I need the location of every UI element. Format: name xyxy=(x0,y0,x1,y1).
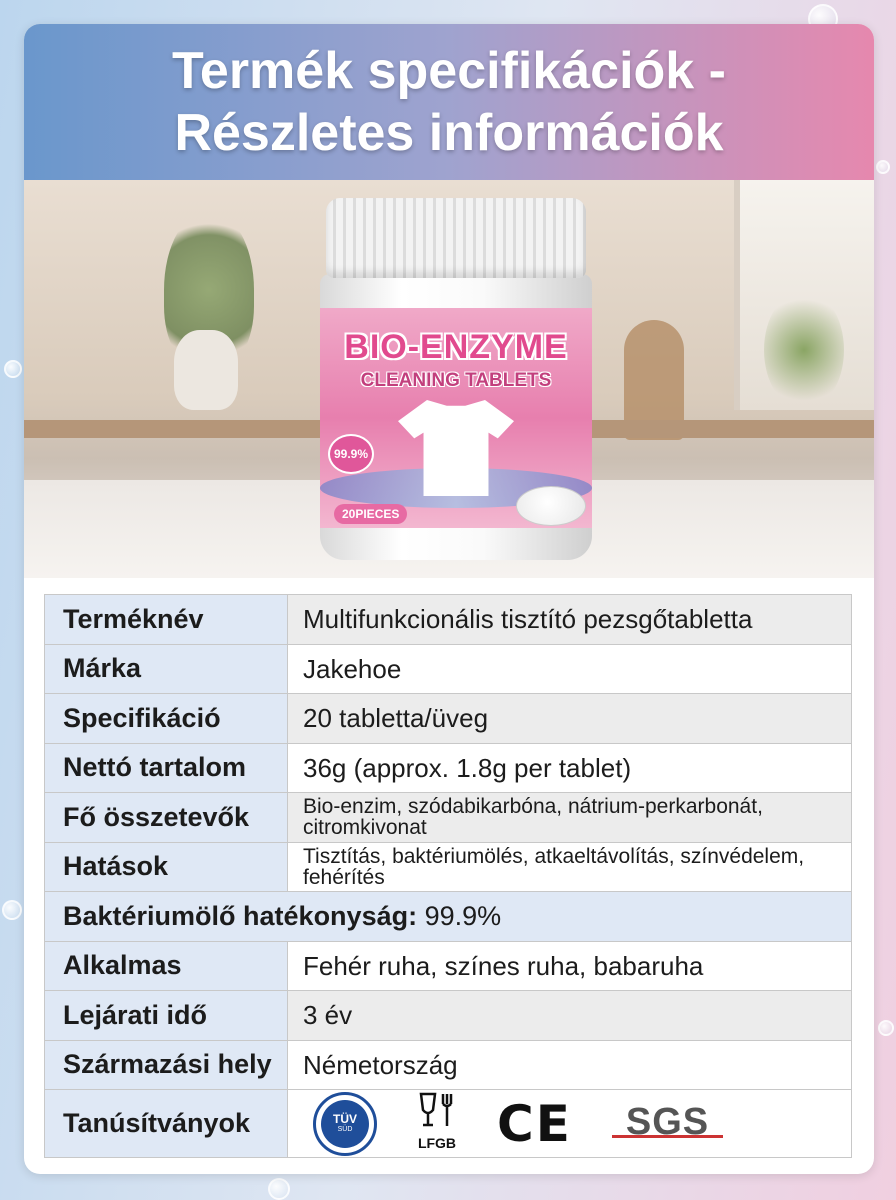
spec-key: Baktériumölő hatékonyság: xyxy=(63,900,418,931)
spec-value: Németország xyxy=(288,1040,852,1090)
spec-key: Lejárati idő xyxy=(45,991,288,1041)
water-bubble xyxy=(4,360,22,378)
spec-value: 36g (approx. 1.8g per tablet) xyxy=(288,743,852,793)
spec-key: Specifikáció xyxy=(45,694,288,744)
table-row xyxy=(45,991,852,1041)
spec-value: Tisztítás, baktériumölés, atkaeltávolítás, színvédelem, fehérítés xyxy=(288,842,852,892)
table-row xyxy=(45,1040,852,1090)
water-bubble xyxy=(268,1178,290,1200)
table-row xyxy=(45,694,852,744)
jar-lid xyxy=(326,198,586,278)
table-row xyxy=(45,644,852,694)
spec-value: Jakehoe xyxy=(288,644,852,694)
vase-decoration xyxy=(174,330,238,410)
lfgb-label: LFGB xyxy=(417,1134,457,1151)
product-jar xyxy=(320,198,592,560)
table-row xyxy=(45,941,852,991)
sgs-logo-icon: SGS xyxy=(612,1109,723,1138)
lfgb-logo-icon xyxy=(417,1092,457,1156)
spec-value: Fehér ruha, színes ruha, babaruha xyxy=(288,941,852,991)
ce-logo-icon: CE xyxy=(497,1094,572,1153)
water-bubble xyxy=(2,900,22,920)
spec-key: Származási hely xyxy=(45,1040,288,1090)
spec-value: 3 év xyxy=(288,991,852,1041)
spec-table xyxy=(44,594,852,1158)
tuv-logo-subtext: SÜD xyxy=(337,1126,353,1133)
spec-key: Márka xyxy=(45,644,288,694)
spec-key: Tanúsítványok xyxy=(45,1090,288,1158)
table-row xyxy=(45,743,852,793)
spec-key: Alkalmas xyxy=(45,941,288,991)
page-title-line1: Termék specifikációk - xyxy=(172,42,726,100)
label-title: BIO-ENZYME xyxy=(344,328,568,366)
table-row xyxy=(45,793,852,843)
page-title-line2: Részletes információk xyxy=(174,104,724,162)
jar-label xyxy=(320,308,592,528)
spec-value: 20 tabletta/üveg xyxy=(288,694,852,744)
spec-key: Terméknév xyxy=(45,595,288,645)
certification-logos xyxy=(288,1090,852,1158)
table-row xyxy=(45,892,852,942)
product-photo xyxy=(24,180,874,578)
spec-key: Nettó tartalom xyxy=(45,743,288,793)
table-row xyxy=(45,1090,852,1158)
pieces-badge: 20PIECES xyxy=(334,504,407,524)
percent-badge: 99.9% xyxy=(328,434,374,474)
spec-row-full xyxy=(45,892,852,942)
spec-value: Multifunkcionális tisztító pezsgőtabletta xyxy=(288,595,852,645)
water-bubble xyxy=(876,160,890,174)
tuv-logo-icon xyxy=(313,1092,377,1156)
spec-card xyxy=(24,24,874,1174)
water-bubble xyxy=(878,1020,894,1036)
spec-key: Fő összetevők xyxy=(45,793,288,843)
tablet-icon xyxy=(516,486,586,526)
label-subtitle: CLEANING TABLETS xyxy=(360,370,552,391)
spec-value: Bio-enzim, szódabikarbóna, nátrium-perkarbonát, citromkivonat xyxy=(288,793,852,843)
tuv-logo-text: TÜV xyxy=(333,1112,357,1126)
table-row xyxy=(45,842,852,892)
spec-key: Hatások xyxy=(45,842,288,892)
spec-value: 99.9% xyxy=(424,900,502,931)
plant-decoration xyxy=(764,290,844,410)
header-banner xyxy=(24,24,874,180)
glass-fork-icon xyxy=(417,1092,457,1128)
table-row xyxy=(45,595,852,645)
